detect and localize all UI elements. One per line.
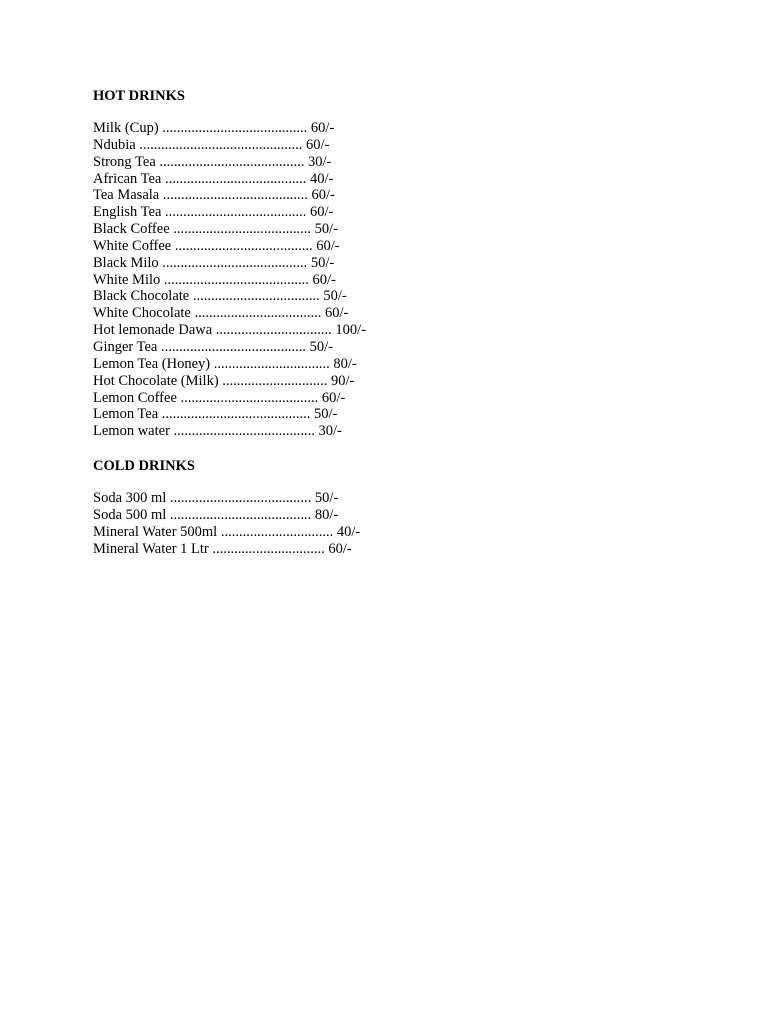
menu-item: White Chocolate ................................... 60/-	[93, 305, 349, 322]
menu-item: Hot lemonade Dawa ................................ 100/-	[93, 322, 367, 339]
menu-item: Soda 300 ml ....................................... 50/-	[93, 490, 339, 507]
menu-item: Ginger Tea ........................................ 50/-	[93, 338, 333, 355]
menu-item: Soda 500 ml ....................................... 80/-	[93, 506, 339, 523]
cold-drinks-heading: COLD DRINKS	[93, 458, 195, 475]
menu-item: Lemon Tea (Honey) ................................ 80/-	[93, 355, 357, 372]
cold-drinks-list	[93, 490, 693, 557]
menu-item: White Milo ........................................ 60/-	[93, 271, 336, 288]
menu-item: White Coffee ...................................... 60/-	[93, 237, 340, 254]
menu-item: Milk (Cup) ........................................ 60/-	[93, 120, 335, 136]
menu-item: Lemon water ....................................... 30/-	[93, 423, 342, 440]
menu-item: Mineral Water 500ml ............................... 40/-	[93, 523, 361, 540]
menu-item: Lemon Coffee ...................................... 60/-	[93, 389, 346, 406]
menu-item: Strong Tea ........................................ 30/-	[93, 153, 332, 170]
menu-item: Mineral Water 1 Ltr ............................... 60/-	[93, 540, 352, 557]
menu-item: Black Coffee ...................................... 50/-	[93, 221, 338, 238]
spacer	[93, 440, 693, 456]
menu-item: Black Chocolate ................................... 50/-	[93, 288, 347, 305]
menu-item: Lemon Tea ......................................... 50/-	[93, 406, 338, 423]
menu-item: Tea Masala ........................................ 60/-	[93, 187, 335, 204]
menu-item: Hot Chocolate (Milk) ............................. 90/-	[93, 372, 355, 389]
menu-item: Black Milo ........................................ 50/-	[93, 254, 335, 271]
menu-item: Ndubia ............................................. 60/-	[93, 136, 330, 153]
menu-item: African Tea ....................................... 40/-	[93, 170, 334, 187]
spacer	[93, 106, 693, 120]
hot-drinks-list	[93, 120, 693, 440]
hot-drinks-heading: HOT DRINKS	[93, 88, 185, 104]
menu-document	[93, 86, 693, 557]
menu-item: English Tea ....................................... 60/-	[93, 204, 334, 221]
spacer	[93, 476, 693, 490]
